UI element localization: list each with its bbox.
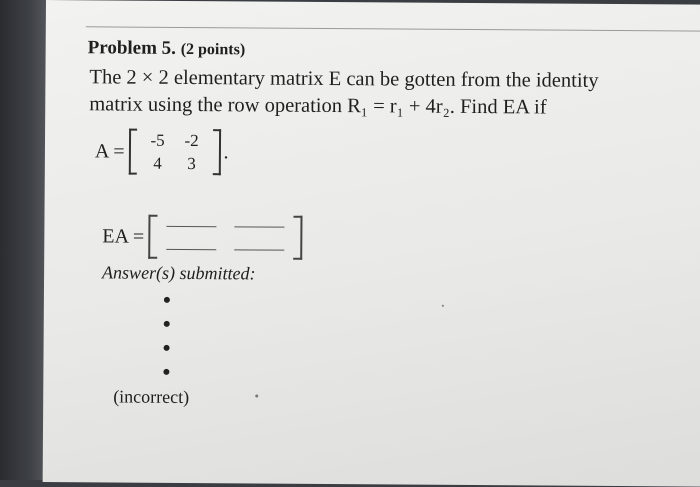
- left-bracket: [148, 215, 157, 259]
- list-bullet: [164, 321, 170, 327]
- list-bullet: [164, 297, 170, 303]
- problem-points: (2 points): [180, 40, 246, 59]
- screen-speck: [442, 305, 444, 307]
- list-bullet: [163, 369, 169, 375]
- right-bracket: [212, 129, 220, 175]
- matrix-a-cell: -2: [184, 130, 199, 151]
- submitted-answers-list: [163, 297, 170, 393]
- matrix-a: [136, 130, 212, 175]
- problem-panel: [43, 0, 700, 487]
- problem-statement: [89, 64, 689, 122]
- problem-title: [88, 37, 246, 60]
- statement-line-1: The 2 × 2 elementary matrix E can be gotten from the identity: [89, 66, 599, 92]
- answer-field[interactable]: [166, 224, 216, 250]
- answer-status: (incorrect): [113, 386, 190, 408]
- statement-line-2: matrix using the row operation R₁ = r₁ + 4r₂. Find EA if: [89, 93, 547, 119]
- screen-speck: [255, 394, 258, 397]
- matrix-a-definition: [95, 126, 229, 177]
- answer-row: [102, 214, 302, 259]
- answer-field[interactable]: [234, 224, 284, 250]
- matrix-a-cell: 3: [187, 153, 196, 174]
- answers-submitted-label: Answer(s) submitted:: [102, 262, 256, 284]
- divider: [86, 26, 700, 31]
- photo-bezel: [0, 0, 48, 480]
- right-bracket: [293, 216, 302, 260]
- problem-number: Problem 5.: [87, 37, 177, 59]
- matrix-a-cell: 4: [153, 153, 162, 173]
- matrix-a-label: A =: [94, 139, 125, 163]
- matrix-a-cell: -5: [150, 130, 165, 150]
- list-bullet: [164, 345, 170, 351]
- ea-label: EA =: [102, 224, 145, 248]
- matrix-period: .: [223, 140, 229, 163]
